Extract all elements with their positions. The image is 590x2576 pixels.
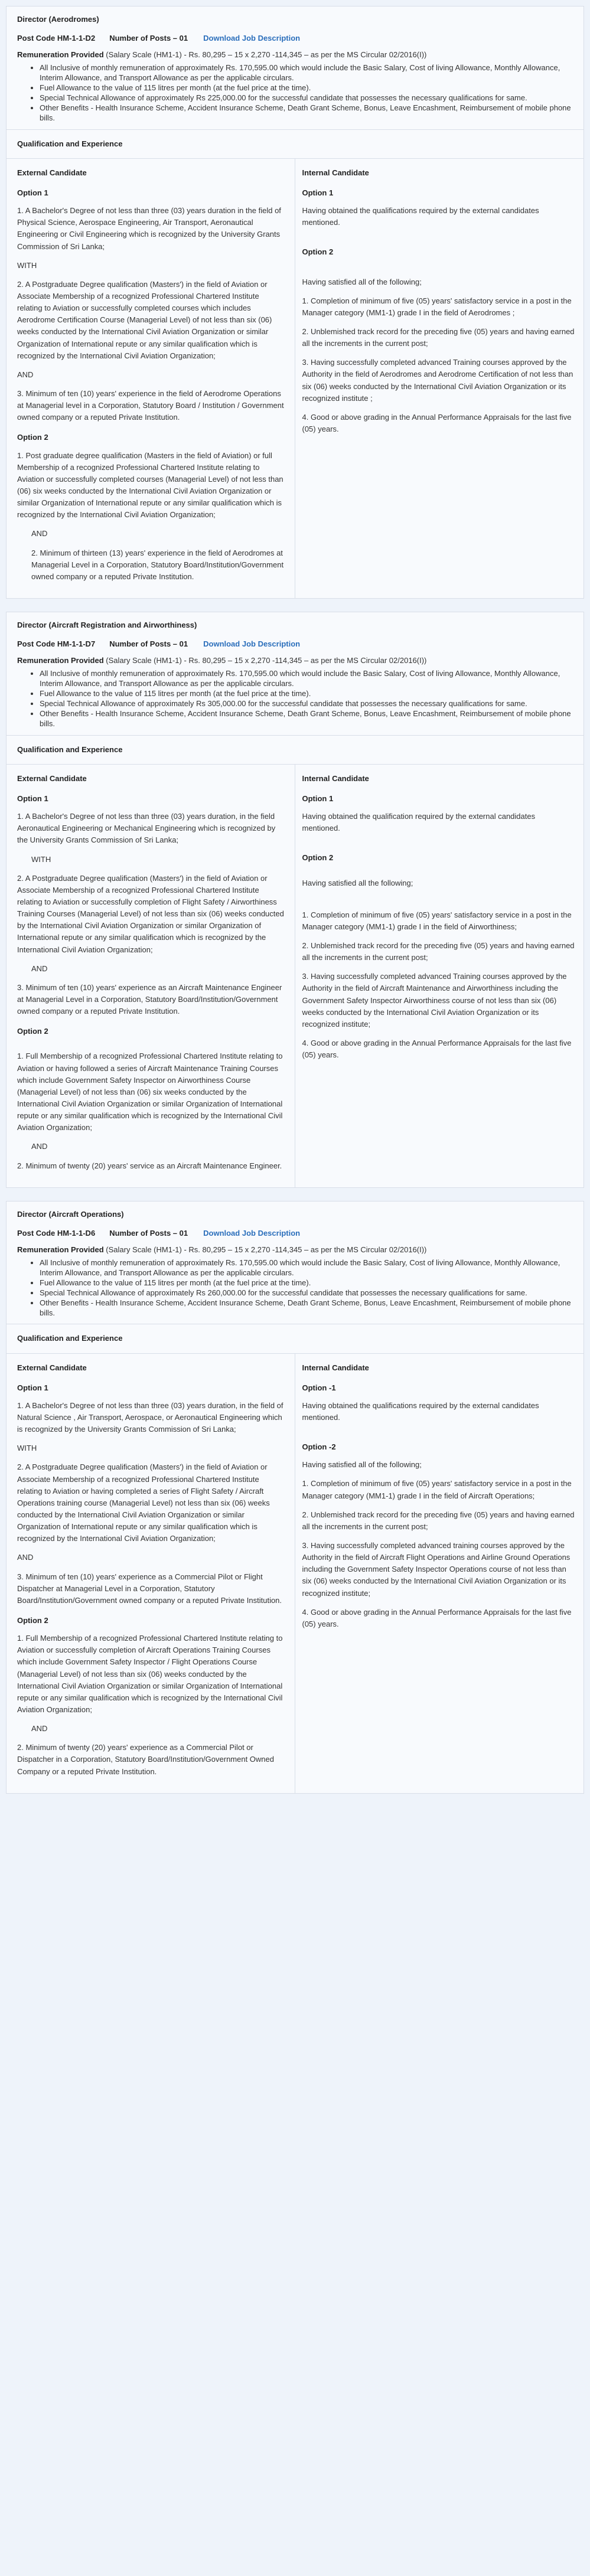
requirement: 3. Minimum of ten (10) years' experience in the field of Aerodrome Operations at Managerial level in a Corporation, Statutory Board / Institution / Government owned company or a reputed Private Institution. <box>17 389 284 422</box>
option-2-heading: Option 2 <box>302 247 334 257</box>
connector-and: AND <box>31 529 48 538</box>
remuneration-label: Remuneration Provided <box>17 50 104 60</box>
remuneration-label: Remuneration Provided <box>17 656 104 665</box>
job-title: Director (Aircraft Operations) <box>17 1209 124 1219</box>
requirement: 2. A Postgraduate Degree qualification (Masters') in the field of Aviation or Associate Membership of a recognized Professional Chartered Institute relating to Aviation or successfully completed courses which includes Aerodrome Certification Course (Managerial Level) of not less than six (06) weeks conducted by the International Civil Aviation Organization or similar Organization of International repute or any similar qualification which is recognized by the International Civil Aviation Organization; <box>17 279 272 360</box>
option-2-heading: Option 2 <box>17 1615 48 1625</box>
option-2-heading: Option -2 <box>302 1442 336 1452</box>
option-2-heading: Option 2 <box>302 853 334 863</box>
list-item: • Fuel Allowance to the value of 115 litres per month (at the fuel price at the time). <box>40 689 573 699</box>
requirement: 1. Post graduate degree qualification (Masters in the field of Aviation) or full Membership of a recognized Professional Chartered Institute relating to Aviation or successfully completed courses (Managerial Level) of not less than (06) six weeks conducted by the International Civil Aviation Organization or similar Organization of International repute or any similar qualification which is recognized by the International Civil Aviation Organization; <box>17 450 283 520</box>
option-1-heading: Option 1 <box>17 794 48 804</box>
external-heading: External Candidate <box>17 773 87 783</box>
requirement: 4. Good or above grading in the Annual Performance Appraisals for the last five (05) years. <box>302 1039 572 1060</box>
post-code: Post Code HM-1-1-D7 <box>17 639 96 649</box>
list-item: • Special Technical Allowance of approximately Rs 305,000.00 for the successful candidate that possesses the necessary qualifications for same. <box>40 699 573 709</box>
list-item: • Special Technical Allowance of approximately Rs 225,000.00 for the successful candidate that possesses the necessary qualifications for same. <box>40 93 573 103</box>
list-item: • Special Technical Allowance of approximately Rs 260,000.00 for the successful candidate that possesses the necessary qualifications for same. <box>40 1288 573 1298</box>
job-header <box>6 6 584 130</box>
benefits-list <box>17 63 573 123</box>
external-candidate-column <box>6 765 295 1187</box>
job-meta <box>17 638 573 650</box>
option-1-heading: Option 1 <box>17 1383 48 1392</box>
benefits-list <box>17 1258 573 1318</box>
internal-candidate-column <box>295 1354 584 1793</box>
requirement: Having obtained the qualifications required by the external candidates mentioned. <box>302 1400 539 1422</box>
option-1-heading: Option 1 <box>302 188 334 198</box>
connector-and: AND <box>17 370 34 379</box>
connector-with: WITH <box>17 1444 37 1453</box>
download-job-description-link[interactable]: Download Job Description <box>203 639 301 649</box>
job-header <box>6 1202 584 1325</box>
option-1-heading: Option -1 <box>302 1383 336 1392</box>
requirement: 3. Having successfully completed advanced Training courses approved by the Authority in the field of Aircraft Maintenance and Airworthiness including the Government Safety Inspector Airworthiness course of not less than six (06) weeks conducted by the International Civil Aviation Organization or its recognized institute; <box>302 972 567 1029</box>
qualification-columns <box>6 1354 584 1793</box>
list-item: • All Inclusive of monthly remuneration of approximately Rs. 170,595.00 which would include the Basic Salary, Cost of living Allowance, Monthly Allowance, Interim Allowance, and Transport Allowance as per the applicable circulars. <box>40 669 573 689</box>
requirement: 1. A Bachelor's Degree of not less than three (03) years duration, in the field Aeronautical Engineering or Mechanical Engineering which is recognized by the University Grants Commission of Sri Lanka; <box>17 812 276 845</box>
job-card-aerodromes <box>6 6 584 599</box>
external-candidate-column <box>6 1354 295 1793</box>
connector-and: AND <box>17 1553 34 1562</box>
job-card-aircraft-operations <box>6 1201 584 1794</box>
qualification-heading: Qualification and Experience <box>6 130 584 159</box>
requirement: Having satisfied all the following; <box>302 878 413 887</box>
option-2-heading: Option 2 <box>17 1027 48 1036</box>
job-title: Director (Aircraft Registration and Airworthiness) <box>17 620 197 629</box>
internal-candidate-column <box>295 765 584 1187</box>
option-1-heading: Option 1 <box>17 188 48 198</box>
internal-heading: Internal Candidate <box>302 1363 369 1372</box>
remuneration-label: Remuneration Provided <box>17 1245 104 1254</box>
number-of-posts: Number of Posts – 01 <box>109 1228 188 1238</box>
remuneration-text: (Salary Scale (HM1-1) - Rs. 80,295 – 15 x 2,270 -114,345 – as per the MS Circular 02/2016(I)) <box>106 50 427 60</box>
remuneration <box>17 655 573 667</box>
remuneration-text: (Salary Scale (HM1-1) - Rs. 80,295 – 15 x 2,270 -114,345 – as per the MS Circular 02/2016(I)) <box>106 656 427 665</box>
qualification-columns <box>6 765 584 1187</box>
list-item: • Fuel Allowance to the value of 115 litres per month (at the fuel price at the time). <box>40 83 573 93</box>
number-of-posts: Number of Posts – 01 <box>109 34 188 43</box>
qualification-heading: Qualification and Experience <box>6 736 584 765</box>
requirement: 2. Minimum of thirteen (13) years' experience in the field of Aerodromes at Managerial Level in a Corporation, Statutory Board/Institution/Government owned company or a reputed Private Institution. <box>31 548 284 581</box>
external-heading: External Candidate <box>17 168 87 177</box>
requirement: 2. Unblemished track record for the preceding five (05) years and having earned all the increments in the current post; <box>302 1510 575 1531</box>
list-item: • All Inclusive of monthly remuneration of approximately Rs. 170,595.00 which would include the Basic Salary, Cost of living Allowance, Monthly Allowance, Interim Allowance, and Transport Allowance as per the applicable circulars. <box>40 63 573 83</box>
requirement: 1. Full Membership of a recognized Professional Chartered Institute relating to Aviation or successfully completion of Aircraft Operations Training Courses which include Government Safety Inspector / Flight Operations Course (Managerial Level) of not less than six (06) weeks conducted by the International Civil Aviation Organization or similar Organization of International repute or any similar qualification which is recognized by the International Civil Aviation Organization; <box>17 1634 283 1714</box>
connector-and: AND <box>31 964 48 973</box>
requirement: 3. Having successfully completed advanced Training courses approved by the Authority in the field of Aerodromes and Aerodrome Certification of not less than six (06) weeks conducted by the International Civil Aviation Organization or its recognized institute ; <box>302 358 573 403</box>
requirement: Having satisfied all of the following; <box>302 277 422 286</box>
benefits-list <box>17 669 573 729</box>
download-job-description-link[interactable]: Download Job Description <box>203 34 301 43</box>
job-meta <box>17 32 573 44</box>
requirement: 2. A Postgraduate Degree qualification (Masters') in the field of Aviation or Associate Membership of a recognized Professional Chartered Institute relating to Aviation or successfully completion of Flight Safety / Airworthiness Training Courses (Managerial Level) of not less than six (06) weeks conducted by the International Civil Aviation Organization or similar Organization of International repute or any similar qualification which is recognized by the International Civil Aviation Organization; <box>17 873 284 954</box>
job-title: Director (Aerodromes) <box>17 15 99 24</box>
requirement: 4. Good or above grading in the Annual Performance Appraisals for the last five (05) years. <box>302 1607 572 1628</box>
requirement: 2. Minimum of twenty (20) years' experience as a Commercial Pilot or Dispatcher in a Corporation, Statutory Board/Institution/Government Owned Company or a reputed Private Institution. <box>17 1743 274 1776</box>
number-of-posts: Number of Posts – 01 <box>109 639 188 649</box>
qualification-columns <box>6 159 584 598</box>
requirement: 1. Full Membership of a recognized Professional Chartered Institute relating to Aviation or having followed a series of Aircraft Maintenance Training Courses which include Government Safety Inspector on Airworthiness Course (Managerial Level) of not less than (06) six weeks conducted by the International Civil Aviation Organization or similar Organization of International repute or any similar qualification which is recognized by the International Civil Aviation Organization; <box>17 1052 283 1132</box>
job-card-airworthiness <box>6 612 584 1188</box>
requirement: Having satisfied all of the following; <box>302 1460 422 1470</box>
internal-heading: Internal Candidate <box>302 168 369 177</box>
requirement: 1. Completion of minimum of five (05) years' satisfactory service in a post in the Manager category (MM1-1) grade I in the field of Airworthiness; <box>302 910 572 931</box>
requirement: 1. A Bachelor's Degree of not less than three (03) years duration in the field of Physical Science, Aerospace Engineering, Air Transport, Aeronautical Engineering or Civil Engineering which is recognized by the University Grants Commission of Sri Lanka; <box>17 206 281 251</box>
requirement: 3. Minimum of ten (10) years' experience as an Aircraft Maintenance Engineer at Managerial Level in a Corporation, Statutory Board/Institution/Government owned company or a reputed Private Institution. <box>17 982 282 1016</box>
requirement: 3. Minimum of ten (10) years' experience as a Commercial Pilot or Flight Dispatcher at Managerial Level in a Corporation, Statutory Board/Institution/Government owned company or a reputed Private Institution. <box>17 1572 282 1605</box>
internal-heading: Internal Candidate <box>302 773 369 783</box>
requirement: 1. Completion of minimum of five (05) years' satisfactory service in a post in the Manager category (MM1-1) grade I in the field of Aerodromes ; <box>302 296 572 317</box>
requirement: 2. Minimum of twenty (20) years' service as an Aircraft Maintenance Engineer. <box>17 1161 282 1170</box>
list-item: • Fuel Allowance to the value of 115 litres per month (at the fuel price at the time). <box>40 1278 573 1288</box>
connector-with: WITH <box>17 260 37 270</box>
connector-and: AND <box>31 1724 48 1733</box>
list-item: • Other Benefits - Health Insurance Scheme, Accident Insurance Scheme, Death Grant Scheme, Bonus, Leave Encashment, Reimbursement of mobile phone bills. <box>40 103 573 123</box>
requirement: 2. A Postgraduate Degree qualification (Masters') in the field of Aviation or Associate Membership of a recognized Professional Chartered Institute relating to Aviation or having completed a series of Flight Safety / Aircraft Operations training course (Managerial Level) not less than six (06) weeks conducted by the International Civil Aviation Organization or similar Organization of International repute or any similar qualification which is recognized by the International Civil Aviation Organization; <box>17 1462 270 1543</box>
option-2-heading: Option 2 <box>17 433 48 442</box>
qualification-heading: Qualification and Experience <box>6 1324 584 1353</box>
requirement: 1. A Bachelor's Degree of not less than three (03) years duration, in the field of Natural Science , Air Transport, Aerospace, or Aeronautical Engineering which is recognized by the University Grants Commission of Sri Lanka; <box>17 1400 283 1434</box>
external-heading: External Candidate <box>17 1363 87 1372</box>
download-job-description-link[interactable]: Download Job Description <box>203 1228 301 1238</box>
requirement: 4. Good or above grading in the Annual Performance Appraisals for the last five (05) years. <box>302 412 572 434</box>
internal-candidate-column <box>295 159 584 598</box>
requirement: 2. Unblemished track record for the preceding five (05) years and having earned all the increments in the current post; <box>302 941 575 962</box>
list-item: • All Inclusive of monthly remuneration of approximately Rs. 170,595.00 which would include the Basic Salary, Cost of living Allowance, Monthly Allowance, Interim Allowance, and Transport Allowance as per the applicable circulars. <box>40 1258 573 1278</box>
requirement: Having obtained the qualification required by the external candidates mentioned. <box>302 812 536 833</box>
requirement: 3. Having successfully completed advanced training courses approved by the Authority in the field of Aircraft Flight Operations and Airline Ground Operations including the Government Safety Inspector Operations course of not less than six (06) weeks conducted by the International Civil Aviation Organization or its recognized institute; <box>302 1541 571 1598</box>
remuneration <box>17 1244 573 1256</box>
requirement: Having obtained the qualifications required by the external candidates mentioned. <box>302 206 539 227</box>
requirement: 2. Unblemished track record for the preceding five (05) years and having earned all the increments in the current post; <box>302 327 575 348</box>
list-item: • Other Benefits - Health Insurance Scheme, Accident Insurance Scheme, Death Grant Scheme, Bonus, Leave Encashment, Reimbursement of mobile phone bills. <box>40 1298 573 1318</box>
requirement: 1. Completion of minimum of five (05) years' satisfactory service in a post in the Manager category (MM1-1) grade I in the field of Aircraft Operations; <box>302 1479 572 1500</box>
job-meta <box>17 1227 573 1239</box>
remuneration-text: (Salary Scale (HM1-1) - Rs. 80,295 – 15 x 2,270 -114,345 – as per the MS Circular 02/2016(I)) <box>106 1245 427 1254</box>
post-code: Post Code HM-1-1-D2 <box>17 34 96 43</box>
option-1-heading: Option 1 <box>302 794 334 804</box>
connector-with: WITH <box>31 854 51 864</box>
connector-and: AND <box>31 1142 48 1151</box>
external-candidate-column <box>6 159 295 598</box>
job-header <box>6 612 584 736</box>
post-code: Post Code HM-1-1-D6 <box>17 1228 96 1238</box>
list-item: • Other Benefits - Health Insurance Scheme, Accident Insurance Scheme, Death Grant Scheme, Bonus, Leave Encashment, Reimbursement of mobile phone bills. <box>40 709 573 729</box>
remuneration <box>17 49 573 61</box>
